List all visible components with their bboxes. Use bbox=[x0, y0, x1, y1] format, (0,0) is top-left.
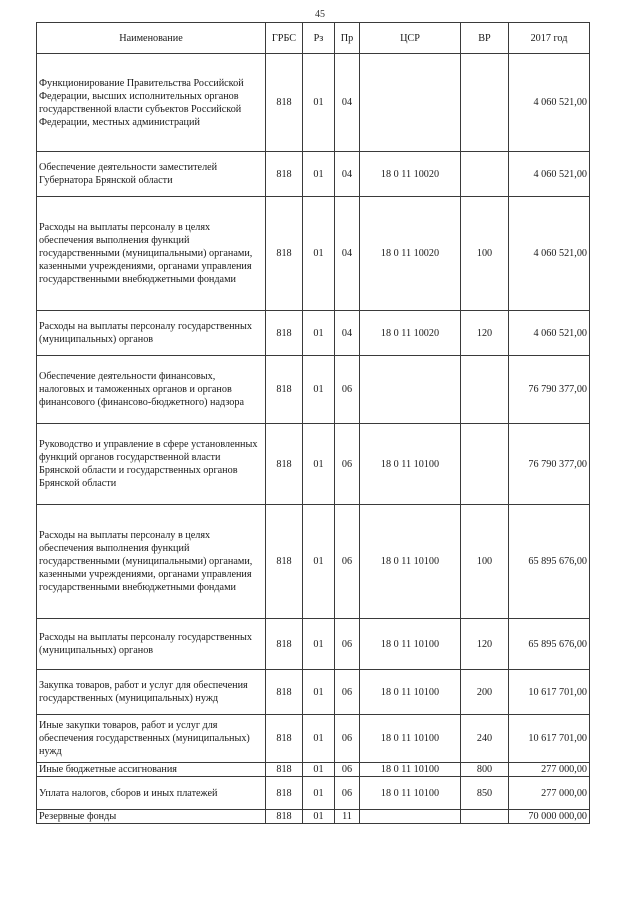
cell-pr: 06 bbox=[335, 715, 360, 763]
cell-vr bbox=[461, 54, 509, 152]
cell-rz: 01 bbox=[303, 777, 335, 810]
cell-grbs: 818 bbox=[266, 197, 303, 311]
table-row bbox=[37, 356, 590, 424]
cell-rz: 01 bbox=[303, 152, 335, 197]
cell-vr: 120 bbox=[461, 311, 509, 356]
cell-csr: 18 0 11 10020 bbox=[360, 197, 461, 311]
cell-name: Иные бюджетные ассигнования bbox=[37, 763, 266, 777]
cell-grbs: 818 bbox=[266, 619, 303, 670]
table-row bbox=[37, 777, 590, 810]
cell-pr: 04 bbox=[335, 311, 360, 356]
cell-rz: 01 bbox=[303, 810, 335, 824]
header-rz: Рз bbox=[303, 23, 335, 54]
cell-pr: 04 bbox=[335, 152, 360, 197]
cell-sum: 10 617 701,00 bbox=[509, 715, 590, 763]
cell-csr: 18 0 11 10100 bbox=[360, 619, 461, 670]
cell-csr bbox=[360, 810, 461, 824]
header-grbs: ГРБС bbox=[266, 23, 303, 54]
table-row bbox=[37, 505, 590, 619]
cell-name: Обеспечение деятельности заместителей Губернатора Брянской области bbox=[37, 152, 266, 197]
cell-pr: 04 bbox=[335, 197, 360, 311]
header-pr: Пр bbox=[335, 23, 360, 54]
cell-vr: 120 bbox=[461, 619, 509, 670]
table-row bbox=[37, 54, 590, 152]
cell-name: Уплата налогов, сборов и иных платежей bbox=[37, 777, 266, 810]
cell-vr bbox=[461, 424, 509, 505]
cell-rz: 01 bbox=[303, 356, 335, 424]
cell-sum: 10 617 701,00 bbox=[509, 670, 590, 715]
cell-grbs: 818 bbox=[266, 311, 303, 356]
cell-csr: 18 0 11 10100 bbox=[360, 777, 461, 810]
cell-csr: 18 0 11 10100 bbox=[360, 670, 461, 715]
cell-name: Расходы на выплаты персоналу в целях обеспечения выполнения функций государственными (муниципальными) органами, казенными учреждениями, органами управления государственными внебюджетными фондами bbox=[37, 197, 266, 311]
cell-grbs: 818 bbox=[266, 356, 303, 424]
cell-vr: 200 bbox=[461, 670, 509, 715]
cell-sum: 65 895 676,00 bbox=[509, 505, 590, 619]
cell-pr: 06 bbox=[335, 777, 360, 810]
table-row bbox=[37, 763, 590, 777]
page-number: 45 bbox=[315, 9, 325, 20]
cell-name: Расходы на выплаты персоналу государственных (муниципальных) органов bbox=[37, 311, 266, 356]
cell-csr bbox=[360, 54, 461, 152]
cell-pr: 06 bbox=[335, 763, 360, 777]
cell-sum: 4 060 521,00 bbox=[509, 54, 590, 152]
cell-vr bbox=[461, 152, 509, 197]
cell-rz: 01 bbox=[303, 311, 335, 356]
cell-vr: 100 bbox=[461, 505, 509, 619]
cell-name: Закупка товаров, работ и услуг для обеспечения государственных (муниципальных) нужд bbox=[37, 670, 266, 715]
cell-rz: 01 bbox=[303, 670, 335, 715]
cell-rz: 01 bbox=[303, 763, 335, 777]
cell-pr: 04 bbox=[335, 54, 360, 152]
cell-name: Расходы на выплаты персоналу в целях обеспечения выполнения функций государственными (муниципальными) органами, казенными учреждениями, органами управления государственными внебюджетными фондами bbox=[37, 505, 266, 619]
cell-grbs: 818 bbox=[266, 505, 303, 619]
cell-grbs: 818 bbox=[266, 152, 303, 197]
header-csr: ЦСР bbox=[360, 23, 461, 54]
cell-grbs: 818 bbox=[266, 763, 303, 777]
table-row bbox=[37, 810, 590, 824]
cell-csr: 18 0 11 10020 bbox=[360, 152, 461, 197]
cell-name: Функционирование Правительства Российской Федерации, высших исполнительных органов государственной власти субъектов Российской Федерации, местных администраций bbox=[37, 54, 266, 152]
cell-rz: 01 bbox=[303, 424, 335, 505]
table-row bbox=[37, 670, 590, 715]
cell-grbs: 818 bbox=[266, 54, 303, 152]
cell-name: Руководство и управление в сфере установленных функций органов государственной власти Брянской области и государственных органов Брянской области bbox=[37, 424, 266, 505]
table-header-row bbox=[37, 23, 590, 54]
cell-vr: 800 bbox=[461, 763, 509, 777]
table-row bbox=[37, 619, 590, 670]
cell-rz: 01 bbox=[303, 619, 335, 670]
table-row bbox=[37, 311, 590, 356]
table-row bbox=[37, 424, 590, 505]
cell-sum: 76 790 377,00 bbox=[509, 424, 590, 505]
cell-sum: 277 000,00 bbox=[509, 763, 590, 777]
cell-name: Обеспечение деятельности финансовых, налоговых и таможенных органов и органов финансового (финансово-бюджетного) надзора bbox=[37, 356, 266, 424]
cell-vr bbox=[461, 356, 509, 424]
cell-vr: 850 bbox=[461, 777, 509, 810]
cell-sum: 70 000 000,00 bbox=[509, 810, 590, 824]
cell-grbs: 818 bbox=[266, 810, 303, 824]
table-row bbox=[37, 715, 590, 763]
cell-rz: 01 bbox=[303, 197, 335, 311]
cell-sum: 277 000,00 bbox=[509, 777, 590, 810]
table-row bbox=[37, 197, 590, 311]
cell-name: Иные закупки товаров, работ и услуг для обеспечения государственных (муниципальных) нужд bbox=[37, 715, 266, 763]
cell-csr: 18 0 11 10100 bbox=[360, 424, 461, 505]
cell-name: Расходы на выплаты персоналу государственных (муниципальных) органов bbox=[37, 619, 266, 670]
cell-csr: 18 0 11 10100 bbox=[360, 763, 461, 777]
cell-name: Резервные фонды bbox=[37, 810, 266, 824]
cell-pr: 06 bbox=[335, 356, 360, 424]
cell-rz: 01 bbox=[303, 54, 335, 152]
cell-grbs: 818 bbox=[266, 670, 303, 715]
cell-vr: 100 bbox=[461, 197, 509, 311]
cell-pr: 11 bbox=[335, 810, 360, 824]
cell-rz: 01 bbox=[303, 505, 335, 619]
header-sum: 2017 год bbox=[509, 23, 590, 54]
cell-vr: 240 bbox=[461, 715, 509, 763]
cell-grbs: 818 bbox=[266, 424, 303, 505]
header-name: Наименование bbox=[37, 23, 266, 54]
cell-sum: 4 060 521,00 bbox=[509, 311, 590, 356]
cell-csr: 18 0 11 10100 bbox=[360, 505, 461, 619]
cell-sum: 4 060 521,00 bbox=[509, 197, 590, 311]
header-vr: ВР bbox=[461, 23, 509, 54]
cell-pr: 06 bbox=[335, 619, 360, 670]
table-row bbox=[37, 152, 590, 197]
cell-pr: 06 bbox=[335, 505, 360, 619]
cell-grbs: 818 bbox=[266, 777, 303, 810]
cell-rz: 01 bbox=[303, 715, 335, 763]
cell-pr: 06 bbox=[335, 670, 360, 715]
cell-sum: 76 790 377,00 bbox=[509, 356, 590, 424]
cell-csr: 18 0 11 10100 bbox=[360, 715, 461, 763]
cell-pr: 06 bbox=[335, 424, 360, 505]
cell-csr: 18 0 11 10020 bbox=[360, 311, 461, 356]
cell-vr bbox=[461, 810, 509, 824]
cell-grbs: 818 bbox=[266, 715, 303, 763]
cell-sum: 4 060 521,00 bbox=[509, 152, 590, 197]
cell-csr bbox=[360, 356, 461, 424]
budget-table bbox=[36, 22, 590, 824]
cell-sum: 65 895 676,00 bbox=[509, 619, 590, 670]
